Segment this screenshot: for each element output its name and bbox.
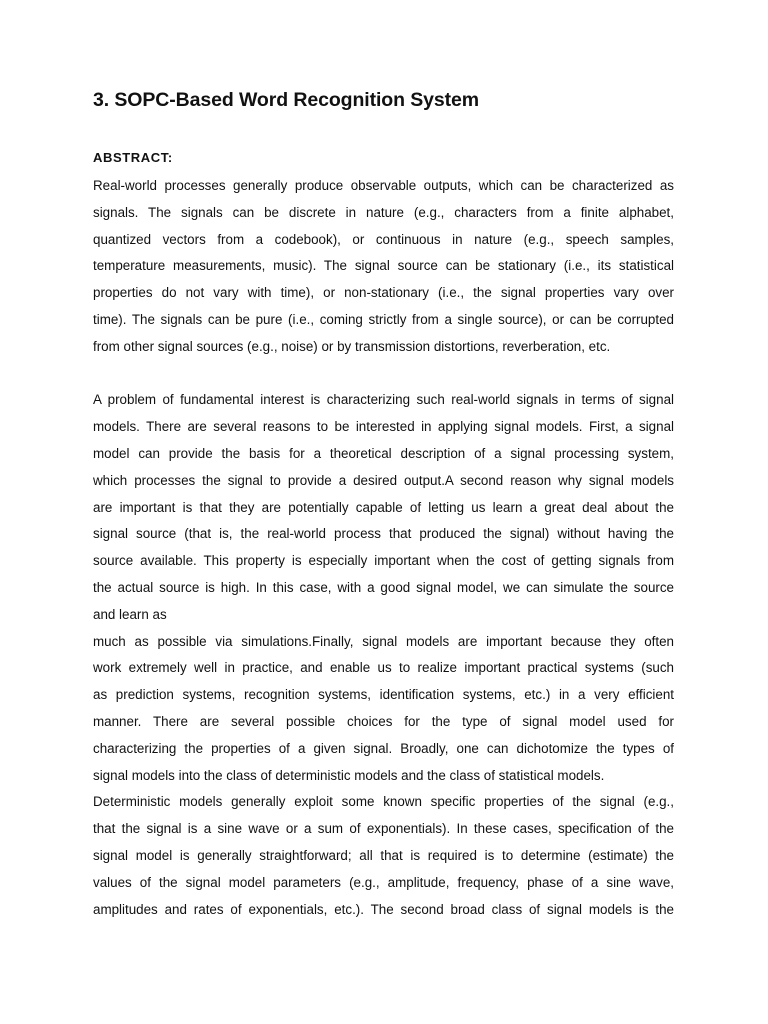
body-text-line: and learn as — [93, 606, 167, 622]
body-text-line: properties do not vary with time), or non-stationary (i.e., the signal properties vary over — [93, 285, 674, 301]
section-title: 3. SOPC-Based Word Recognition System — [93, 89, 480, 111]
body-text-line: manner. There are several possible choices for the type of signal model used for — [93, 713, 674, 729]
body-text-line: amplitudes and rates of exponentials, etc.). The second broad class of signal models is the — [93, 901, 674, 917]
body-text-line: as prediction systems, recognition systems, identification systems, etc.) in a very efficient — [93, 687, 674, 703]
body-text-line: which processes the signal to provide a desired output.A second reason why signal models — [93, 472, 674, 488]
body-text-line: Real-world processes generally produce observable outputs, which can be characterized as — [93, 178, 674, 193]
body-text-line: signals. The signals can be discrete in nature (e.g., characters from a finite alphabet, — [93, 204, 674, 220]
body-text-line: time). The signals can be pure (i.e., coming strictly from a single source), or can be corrupted — [93, 311, 674, 327]
abstract-body — [93, 173, 674, 923]
body-text-line: signal source (that is, the real-world process that produced the signal) without having the — [93, 526, 674, 542]
body-text-line: values of the signal model parameters (e.g., amplitude, frequency, phase of a sine wave, — [93, 874, 674, 890]
body-text-line: signal models into the class of deterministic models and the class of statistical models. — [93, 767, 605, 783]
paragraph-break — [93, 361, 674, 388]
body-text-line: Deterministic models generally exploit some known specific properties of the signal (e.g., — [93, 794, 674, 810]
abstract-heading: ABSTRACT: — [93, 150, 173, 165]
body-text-line: models. There are several reasons to be interested in applying signal models. First, a signal — [93, 419, 674, 435]
body-text-line: A problem of fundamental interest is characterizing such real-world signals in terms of signal — [93, 392, 674, 408]
body-text-line: the actual source is high. In this case, with a good signal model, we can simulate the source — [93, 579, 674, 595]
body-text-line: signal model is generally straightforward; all that is required is to determine (estimate) the — [93, 847, 674, 863]
body-text-line: much as possible via simulations.Finally, signal models are important because they often — [93, 633, 674, 649]
body-text-line: quantized vectors from a codebook), or continuous in nature (e.g., speech samples, — [93, 231, 674, 247]
body-text-line: temperature measurements, music). The signal source can be stationary (i.e., its statistical — [93, 258, 674, 274]
body-text-line: from other signal sources (e.g., noise) or by transmission distortions, reverberation, etc. — [93, 338, 611, 354]
body-text-line: work extremely well in practice, and enable us to realize important practical systems (such — [93, 660, 674, 676]
body-text-line: are important is that they are potentially capable of letting us learn a great deal about the — [93, 499, 674, 515]
body-text-line: model can provide the basis for a theoretical description of a signal processing system, — [93, 445, 674, 461]
body-text-line: characterizing the properties of a given signal. Broadly, one can dichotomize the types of — [93, 740, 674, 756]
body-text-line: that the signal is a sine wave or a sum of exponentials). In these cases, specification of the — [93, 821, 674, 837]
body-text-line: source available. This property is especially important when the cost of getting signals from — [93, 553, 674, 569]
